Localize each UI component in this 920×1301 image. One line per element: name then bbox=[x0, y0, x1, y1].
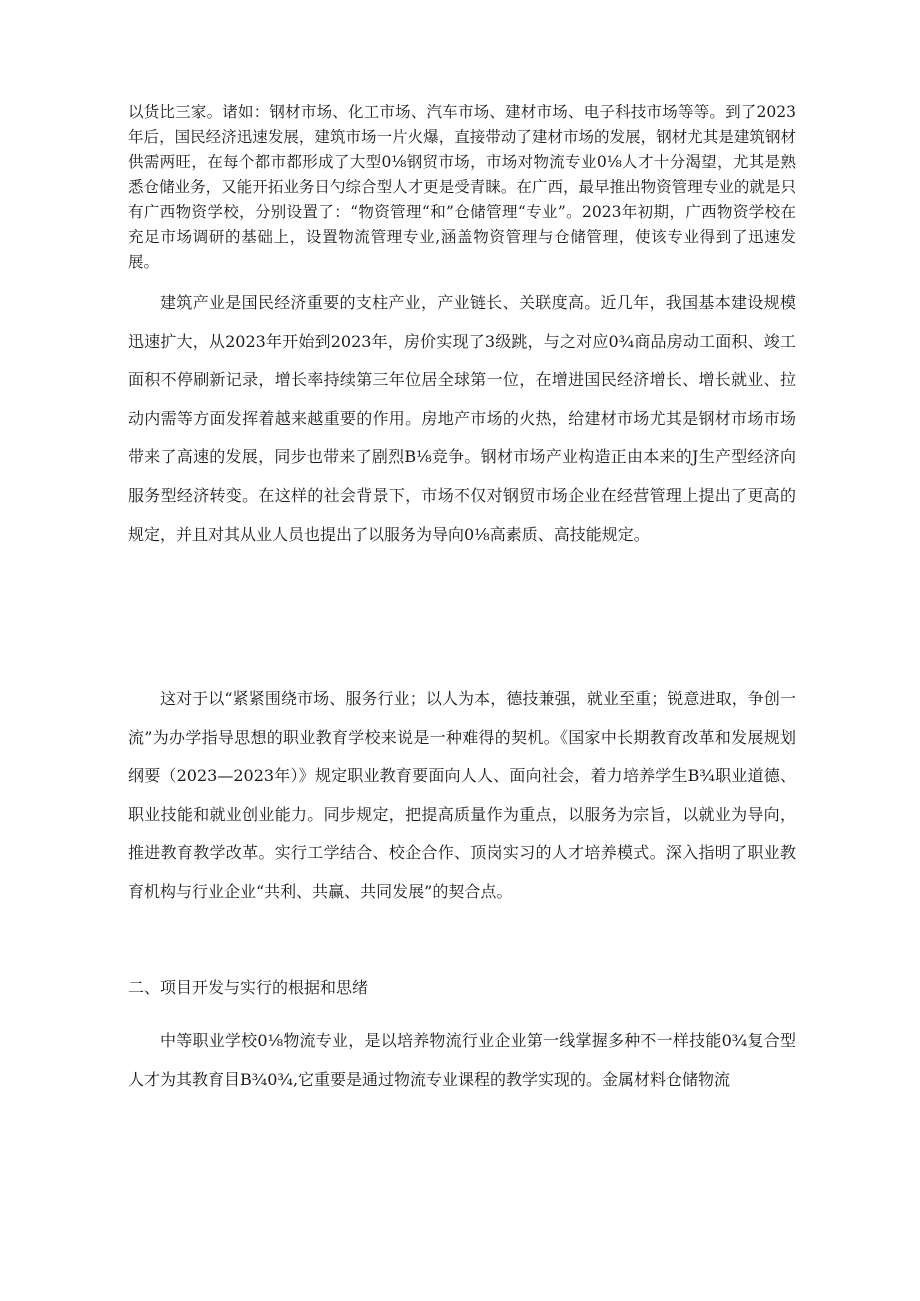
paragraph-logistics-major: 中等职业学校0⅛物流专业，是以培养物流行业企业第一线掌握多种不一样技能0¾复合型人才为其教育目B¾0¾,它重要是通过物流专业课程的教学实现的。金属材料仓储物流 bbox=[128, 1031, 796, 1089]
paragraph-market-background: 以货比三家。诸如：钢材市场、化工市场、汽车市场、建材市场、电子科技市场等等。到了2023年后，国民经济迅速发展，建筑市场一片火爆，直接带动了建材市场的发展，钢材尤其是建筑钢材供需两旺，在每个都市都形成了大型0⅛钢贸市场，市场对物流专业0⅛人才十分渴望，尤其是熟悉仓储业务，又能开拓业务日勺综合型人才更是受青睐。在广西，最早推出物资管理专业的就是只有广西物资学校，分别设置了：“物资管理“和”仓储管理“专业”。2023年初期，广西物资学校在充足市场调研的基础上，设置物流管理专业,涵盖物资管理与仓储管理，使该专业得到了迅速发展。 bbox=[128, 103, 796, 271]
paragraph-vocational-education: 这对于以“紧紧围绕市场、服务行业；以人为本，德技兼强，就业至重；锐意进取，争创一流”为办学指导思想的职业教育学校来说是一种难得的契机。《国家中长期教育改革和发展规划纲要（2023—2023年）》规定职业教育要面向人人、面向社会，着力培养学生B¾职业道德、职业技能和就业创业能力。同步规定，把提高质量作为重点，以服务为宗旨，以就业为导向，推进教育教学改革。实行工学结合、校企合作、顶岗实习的人才培养模式。深入指明了职业教育机构与行业企业“共利、共赢、共同发展”的契合点。 bbox=[128, 689, 796, 901]
section-heading: 二、项目开发与实行的根据和思绪 bbox=[128, 978, 369, 997]
paragraph-construction-industry: 建筑产业是国民经济重要的支柱产业，产业链长、关联度高。近几年，我国基本建设规模迅速扩大，从2023年开始到2023年，房价实现了3级跳，与之对应0¾商品房动工面积、竣工面积不停刷新记录，增长率持续第三年位居全球第一位，在增进国民经济增长、增长就业、拉动内需等方面发挥着越来越重要的作用。房地产市场的火热，给建材市场尤其是钢材市场市场带来了高速的发展，同步也带来了剧烈B⅛竞争。钢材市场产业构造正由本来的J生产型经济向服务型经济转变。在这样的社会背景下，市场不仅对钢贸市场企业在经营管理上提出了更高的规定，并且对其从业人员也提出了以服务为导向0⅛高素质、高技能规定。 bbox=[128, 293, 796, 544]
